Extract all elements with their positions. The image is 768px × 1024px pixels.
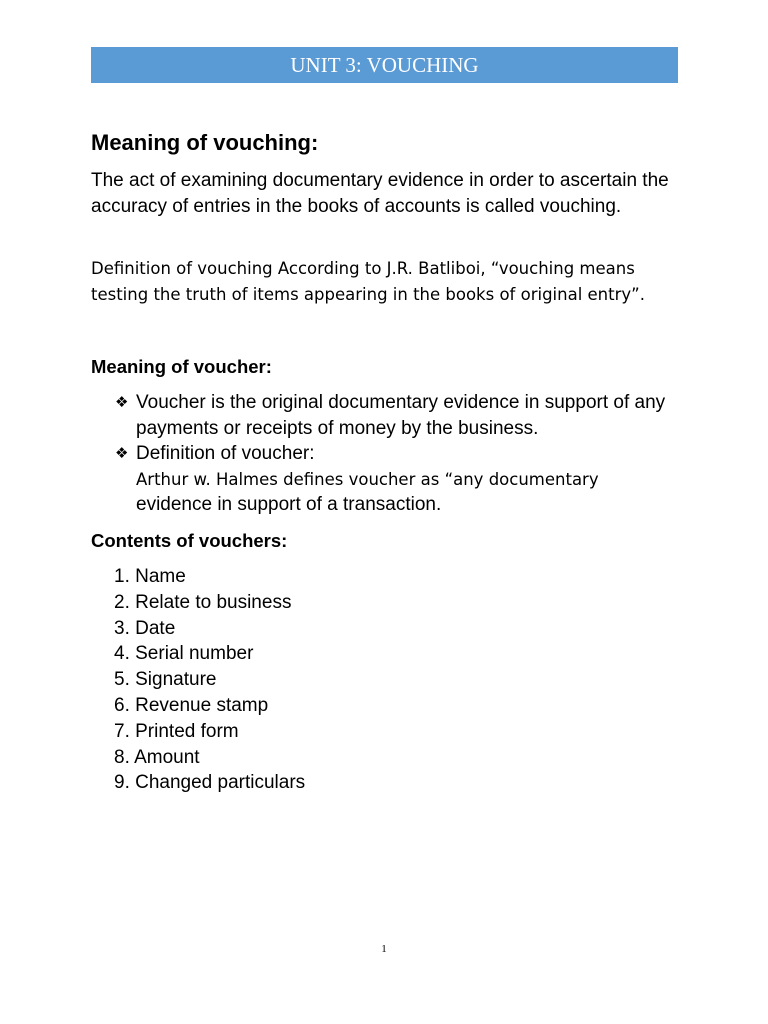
list-item: 3. Date bbox=[114, 617, 176, 639]
contents-numbered-list bbox=[114, 564, 305, 796]
list-item: 7. Printed form bbox=[114, 720, 239, 742]
diamond-bullet-icon: ❖ bbox=[115, 393, 129, 411]
voucher-definition-title: Definition of voucher: bbox=[136, 443, 315, 464]
meaning-of-voucher-heading: Meaning of voucher: bbox=[91, 356, 272, 377]
vouching-paragraph: The act of examining documentary evidence in order to ascertain the accuracy of entries in the books of accounts is called vouching. bbox=[91, 170, 669, 217]
list-item: 6. Revenue stamp bbox=[114, 694, 269, 716]
voucher-bullet-item bbox=[115, 390, 675, 441]
list-item: 5. Signature bbox=[114, 669, 217, 691]
voucher-bullet-list bbox=[115, 390, 675, 518]
page-number: 1 bbox=[381, 943, 387, 955]
voucher-definition-continuation: evidence in support of a transaction. bbox=[136, 494, 442, 515]
voucher-definition-quote: Arthur w. Halmes defines voucher as “any documentary bbox=[136, 469, 599, 489]
list-item: 1. Name bbox=[114, 566, 186, 587]
list-item: 2. Relate to business bbox=[114, 591, 292, 613]
vouching-definition: Definition of vouching According to J.R. Batliboi, “vouching means testing the truth of items appearing in the books of original entry”. bbox=[91, 259, 645, 304]
voucher-bullet-text: Voucher is the original documentary evidence in support of any payments or receipts of money by the business. bbox=[136, 392, 666, 439]
contents-of-vouchers-heading: Contents of vouchers: bbox=[91, 530, 288, 551]
unit-title: UNIT 3: VOUCHING bbox=[290, 52, 479, 77]
diamond-bullet-icon: ❖ bbox=[115, 444, 129, 462]
list-item: 8. Amount bbox=[114, 746, 200, 768]
list-item: 9. Changed particulars bbox=[114, 772, 306, 794]
list-item: 4. Serial number bbox=[114, 643, 254, 665]
voucher-definition-bullet bbox=[115, 441, 675, 518]
meaning-of-vouching-heading: Meaning of vouching: bbox=[91, 130, 319, 155]
unit-title-banner bbox=[91, 47, 678, 83]
